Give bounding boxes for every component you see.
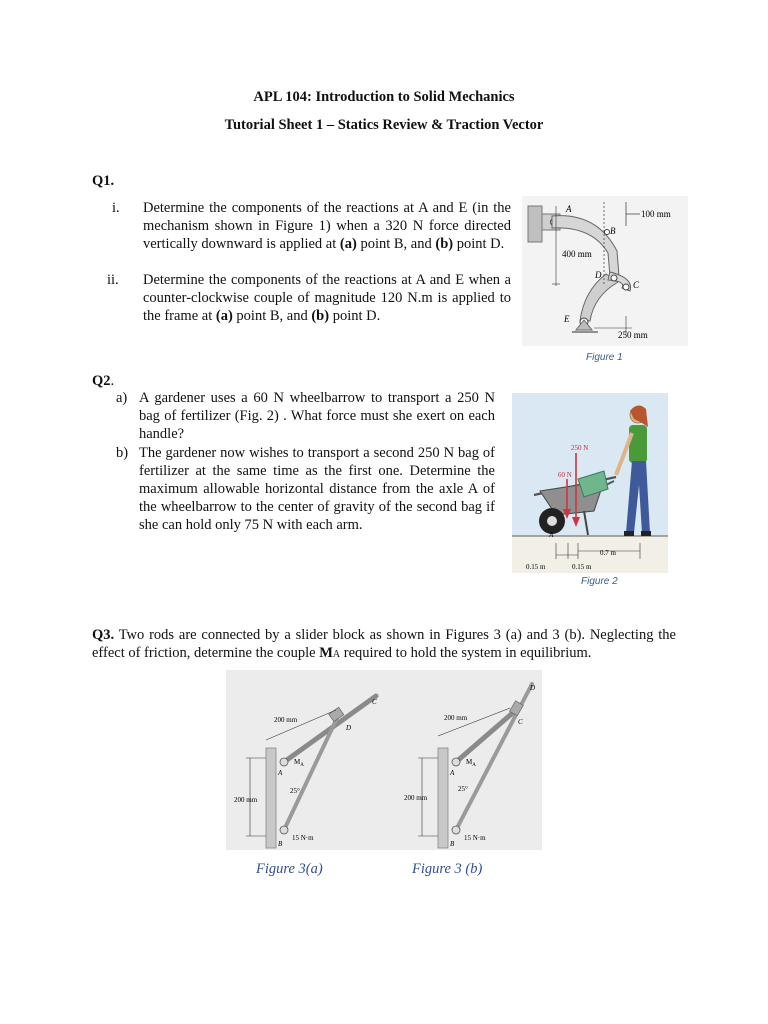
fig3b-label-c: C xyxy=(518,718,523,726)
fig1-dim-100: 100 mm xyxy=(641,209,671,219)
figure-3-rods xyxy=(226,670,542,850)
q1-item-2-number: ii. xyxy=(107,272,119,288)
fig3b-label-b: B xyxy=(450,840,455,848)
q1-item-2-text: Determine the components of the reactions at A and E when a counter-clockwise couple of magnitude 120 N.m is applied to the frame at (a) point B, and (b) point D. xyxy=(143,272,511,324)
fig3a-angle: 25° xyxy=(290,787,300,795)
fig1-label-d: D xyxy=(595,270,602,280)
figure-3-diagram xyxy=(226,670,542,850)
q1-item-1-number: i. xyxy=(112,200,120,216)
q1-label: Q1. xyxy=(92,173,115,189)
fig2-dim-015-left: 0.15 m xyxy=(526,563,546,571)
course-title: APL 104: Introduction to Solid Mechanics xyxy=(253,89,515,105)
fig1-dim-250: 250 mm xyxy=(618,330,648,340)
fig3b-ma: $M_A$ xyxy=(466,758,476,768)
fig3b-dim-200-side: 200 mm xyxy=(404,794,428,802)
figure-3b-caption: Figure 3 (b) xyxy=(412,861,483,877)
fig3a-ma: $M_A$ xyxy=(294,758,304,768)
fig3b-angle: 25° xyxy=(458,785,468,793)
fig2-label-60n: 60 N xyxy=(558,471,572,479)
fig3a-moment: 15 N·m xyxy=(292,834,314,842)
fig1-label-c: C xyxy=(633,280,640,290)
fig1-label-a: A xyxy=(566,204,572,214)
fig3b-moment: 15 N·m xyxy=(464,834,486,842)
fig2-label-a: A xyxy=(549,531,554,539)
figure-3b-drawing xyxy=(404,684,535,848)
fig1-label-b: B xyxy=(610,226,616,236)
fig3b-label-a: A xyxy=(450,769,455,777)
q3-text: Q3. Two rods are connected by a slider block as shown in Figures 3 (a) and 3 (b). Neglecting the effect of friction, determine the couple MA required to hold the system in equilibrium. xyxy=(92,627,676,661)
q2-item-b-text: The gardener now wishes to transport a second 250 N bag of fertilizer at the same time as the first one. Determine the maximum allowable horizontal distance from the axle A of the wheelbarrow to the center of gravity of the second bag if she can hold only 75 N with each arm. xyxy=(139,445,495,533)
figure-2-wheelbarrow xyxy=(512,393,668,573)
figure-1-mechanism xyxy=(522,196,688,346)
fig3a-label-d: D xyxy=(346,724,352,732)
fig1-label-e: E xyxy=(564,314,570,324)
figure-1-diagram xyxy=(522,196,688,346)
fig2-dim-015-right: 0.15 m xyxy=(572,563,592,571)
figure-3a-caption: Figure 3(a) xyxy=(256,861,323,877)
fig2-label-250n: 250 N xyxy=(571,444,589,452)
fig3a-label-a: A xyxy=(278,769,283,777)
q2-item-b-number: b) xyxy=(116,445,129,461)
fig3a-dim-200-side: 200 mm xyxy=(234,796,258,804)
figure-2-diagram xyxy=(512,393,668,573)
q2-label: Q2. xyxy=(92,373,115,389)
fig3b-dim-200-top: 200 mm xyxy=(444,714,468,722)
fig3a-label-c: C xyxy=(372,698,377,706)
fig3b-label-d: D xyxy=(530,684,536,692)
figure-1-caption: Figure 1 xyxy=(586,352,623,363)
figure-3a-drawing xyxy=(234,696,377,848)
q2-item-a-text: A gardener uses a 60 N wheelbarrow to transport a 250 N bag of fertilizer (Fig. 2) . What force must she exert on each handle? xyxy=(139,390,495,442)
fig2-dim-07: 0.7 m xyxy=(600,549,616,557)
fig3a-dim-200-top: 200 mm xyxy=(274,716,298,724)
q1-item-1-text: Determine the components of the reactions at A and E (in the mechanism shown in Figure 1) when a 320 N force directed vertically downward is applied at (a) point B, and (b) point D. xyxy=(143,200,511,252)
fig3a-label-b: B xyxy=(278,840,283,848)
figure-2-caption: Figure 2 xyxy=(581,576,618,587)
q2-item-a-number: a) xyxy=(116,390,128,406)
sheet-title: Tutorial Sheet 1 – Statics Review & Traction Vector xyxy=(224,117,544,133)
fig1-dim-400: 400 mm xyxy=(562,249,592,259)
